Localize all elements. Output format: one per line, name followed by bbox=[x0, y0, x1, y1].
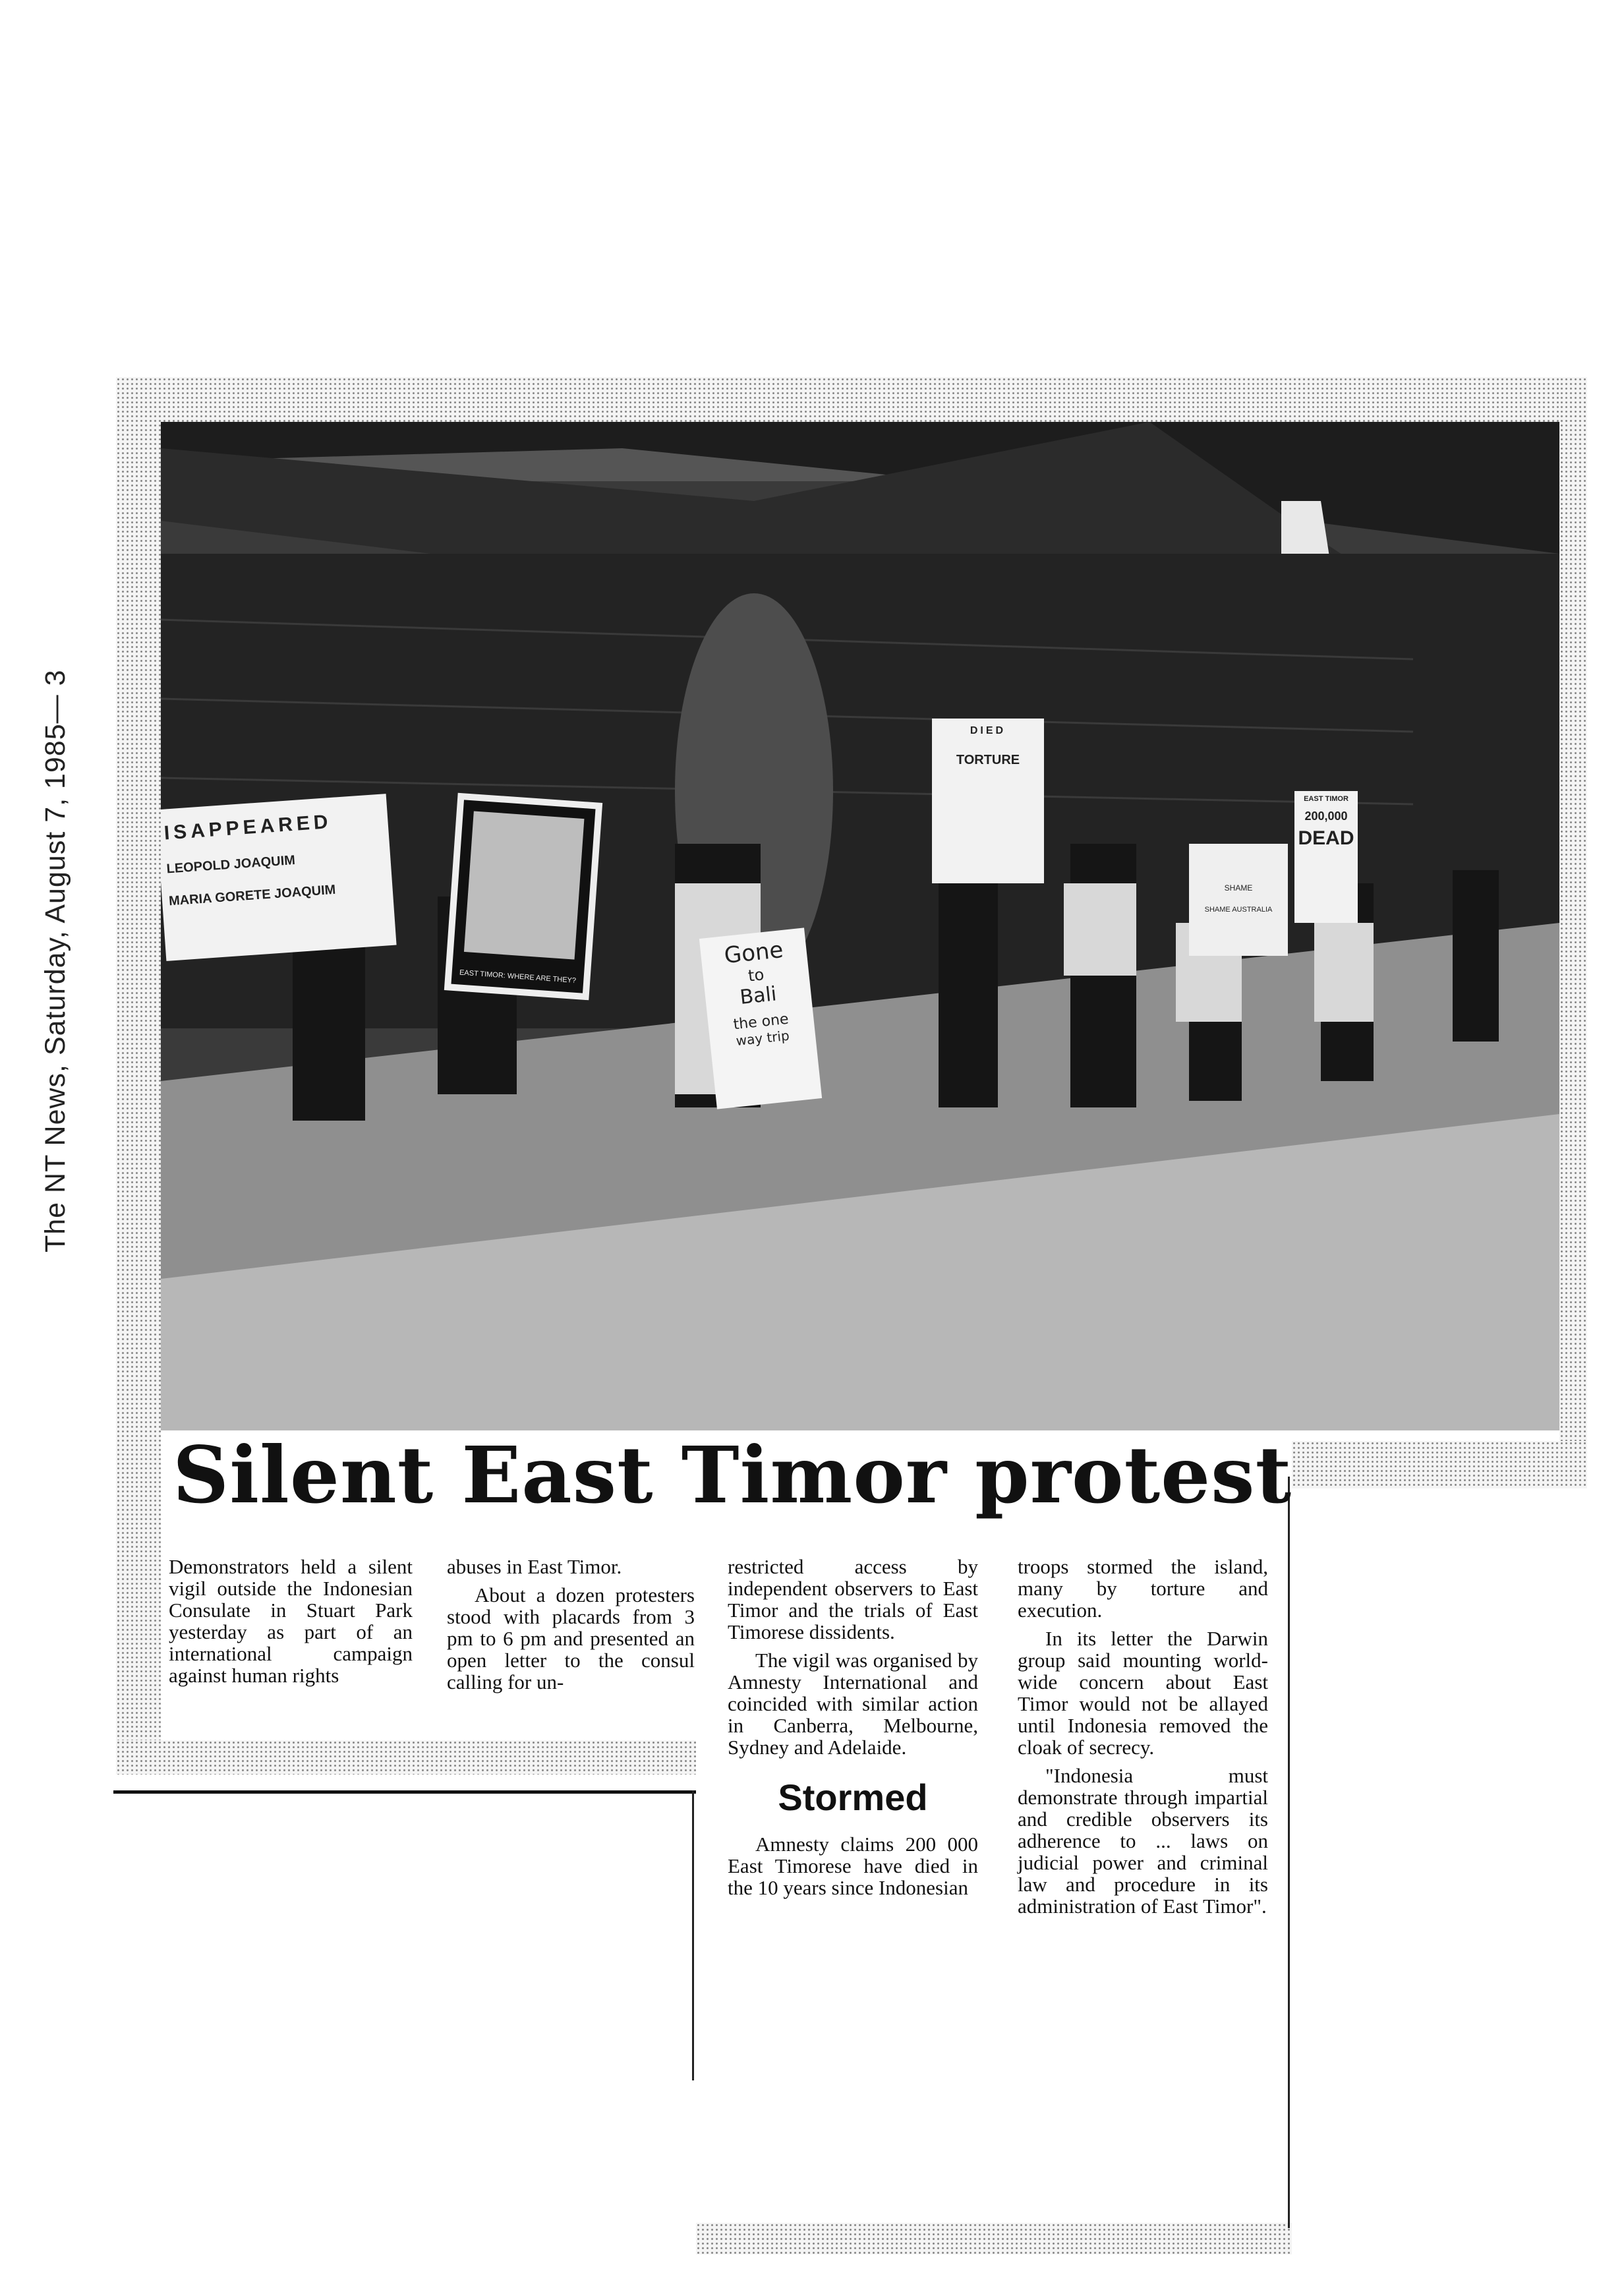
placard-gone-to-bali bbox=[699, 927, 822, 1109]
cut-rule-vertical-right bbox=[1288, 1477, 1290, 2228]
article-paragraph: troops stormed the island, many by torture and execution. bbox=[1018, 1555, 1268, 1622]
frame-border-right bbox=[1559, 377, 1587, 1488]
article-paragraph: restricted access by independent observers to East Timor and the trials of East Timorese dissidents. bbox=[728, 1555, 978, 1643]
placard-where-are-they bbox=[444, 793, 602, 1001]
placard-text: MARIA GORETE JOAQUIM bbox=[168, 882, 337, 909]
article-paragraph: "Indonesia must demonstrate through impartial and credible observers its adherence to ... laws on judicial power and criminal law and procedure in its administration of East Timor". bbox=[1018, 1764, 1268, 1918]
article-paragraph: The vigil was organised by Amnesty International and coincided with similar action in Canberra, Melbourne, Sydney and Adelaide. bbox=[728, 1649, 978, 1759]
placard-text: the one bbox=[732, 1011, 790, 1034]
article-column-3 bbox=[728, 1556, 978, 1905]
placard-text: LEOPOLD JOAQUIM bbox=[165, 852, 296, 877]
article-paragraph: Demonstrators held a silent vigil outside the Indonesian Consulate in Stuart Park yesterday as part of an international campaign against human rights bbox=[169, 1555, 413, 1687]
placard-shame-australia bbox=[1189, 844, 1288, 956]
frame-border-top bbox=[116, 377, 1584, 422]
placard-text: 200,000 bbox=[1304, 809, 1348, 823]
placard-text: EAST TIMOR: WHERE ARE THEY? bbox=[459, 968, 577, 985]
placard-text: to bbox=[747, 965, 765, 985]
protest-photo bbox=[161, 422, 1559, 1430]
placard-text: EAST TIMOR bbox=[1304, 795, 1348, 803]
placard-text: DIED bbox=[970, 725, 1006, 736]
article-column-4 bbox=[1018, 1556, 1268, 1924]
article-paragraph: In its letter the Darwin group said mounting world-wide concern about East Timor would not be allayed until Indonesia removed the cloak of secrecy. bbox=[1018, 1627, 1268, 1759]
frame-border-bottom-left bbox=[116, 1740, 696, 1775]
cut-rule-vertical-mid bbox=[692, 1790, 694, 2080]
article-paragraph: About a dozen protesters stood with placards from 3 pm to 6 pm and presented an open letter to the consul calling for un- bbox=[447, 1583, 695, 1693]
placard-text: ISAPPEARED bbox=[163, 810, 333, 844]
subhead: Stormed bbox=[778, 1777, 928, 1818]
frame-border-right-step bbox=[1292, 1441, 1587, 1488]
placard-text: Gone bbox=[722, 936, 785, 970]
article-column-2 bbox=[447, 1556, 695, 1699]
placard-died-torture bbox=[932, 719, 1044, 883]
placard-disappeared bbox=[161, 794, 397, 961]
cut-rule-horizontal bbox=[113, 1790, 696, 1794]
article-paragraph: abuses in East Timor. bbox=[447, 1555, 622, 1578]
placard-text: TORTURE bbox=[956, 753, 1020, 767]
page-caption: The NT News, Saturday, August 7, 1985— 3 bbox=[40, 669, 71, 1252]
placard-text: SHAME bbox=[1224, 883, 1253, 893]
article-paragraph: Amnesty claims 200 000 East Timorese have died in the 10 years since Indonesian bbox=[728, 1833, 978, 1899]
headline: Silent East Timor protest bbox=[173, 1429, 1292, 1521]
placard-text: SHAME AUSTRALIA bbox=[1204, 906, 1273, 914]
placard-text: DEAD bbox=[1298, 827, 1354, 849]
placard-200000-dead bbox=[1294, 791, 1358, 923]
frame-border-left bbox=[116, 377, 161, 1755]
article-column-1 bbox=[169, 1556, 413, 1693]
placard-text: Bali bbox=[738, 982, 778, 1010]
frame-border-bottom-right bbox=[696, 2223, 1292, 2254]
placard-text: way trip bbox=[735, 1027, 790, 1049]
